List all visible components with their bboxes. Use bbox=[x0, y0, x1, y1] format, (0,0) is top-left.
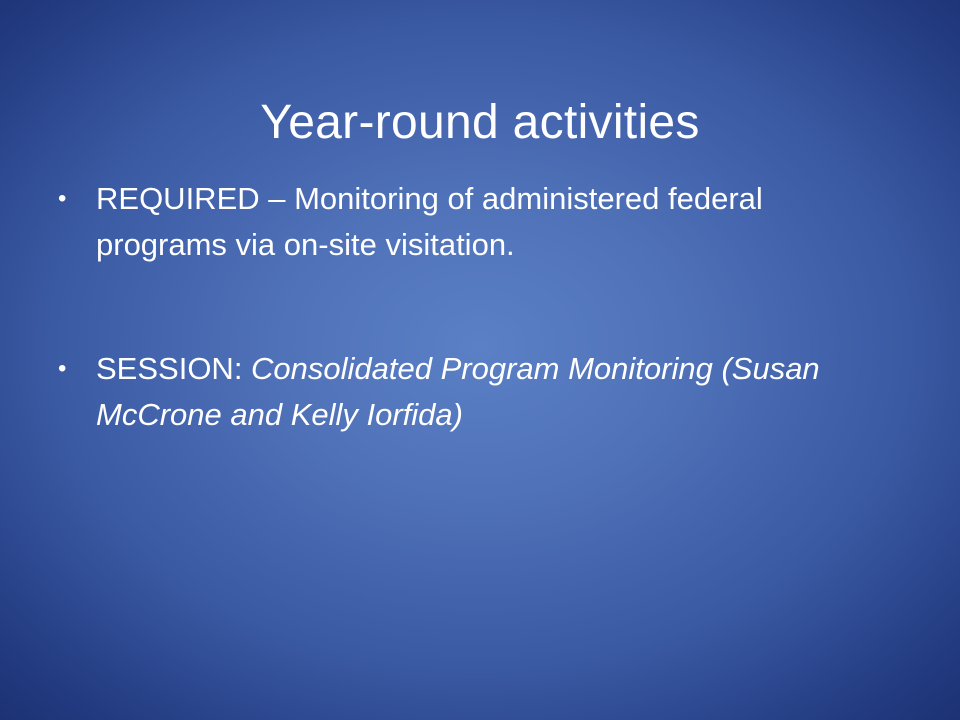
session-title-text: Consolidated Program Monitoring (Susan McCrone and Kelly Iorfida) bbox=[96, 351, 820, 432]
bullet-dot-icon: • bbox=[58, 185, 67, 212]
bullet-lead-text: SESSION: bbox=[96, 351, 252, 386]
bullet-item-required bbox=[56, 176, 876, 268]
bullet-text: REQUIRED – Monitoring of administered federal programs via on-site visitation. bbox=[96, 181, 763, 262]
slide-title: Year-round activities bbox=[260, 96, 700, 150]
bullet-dot-icon: • bbox=[58, 355, 67, 382]
bullet-list bbox=[56, 176, 876, 438]
bullet-item-session bbox=[56, 346, 876, 438]
